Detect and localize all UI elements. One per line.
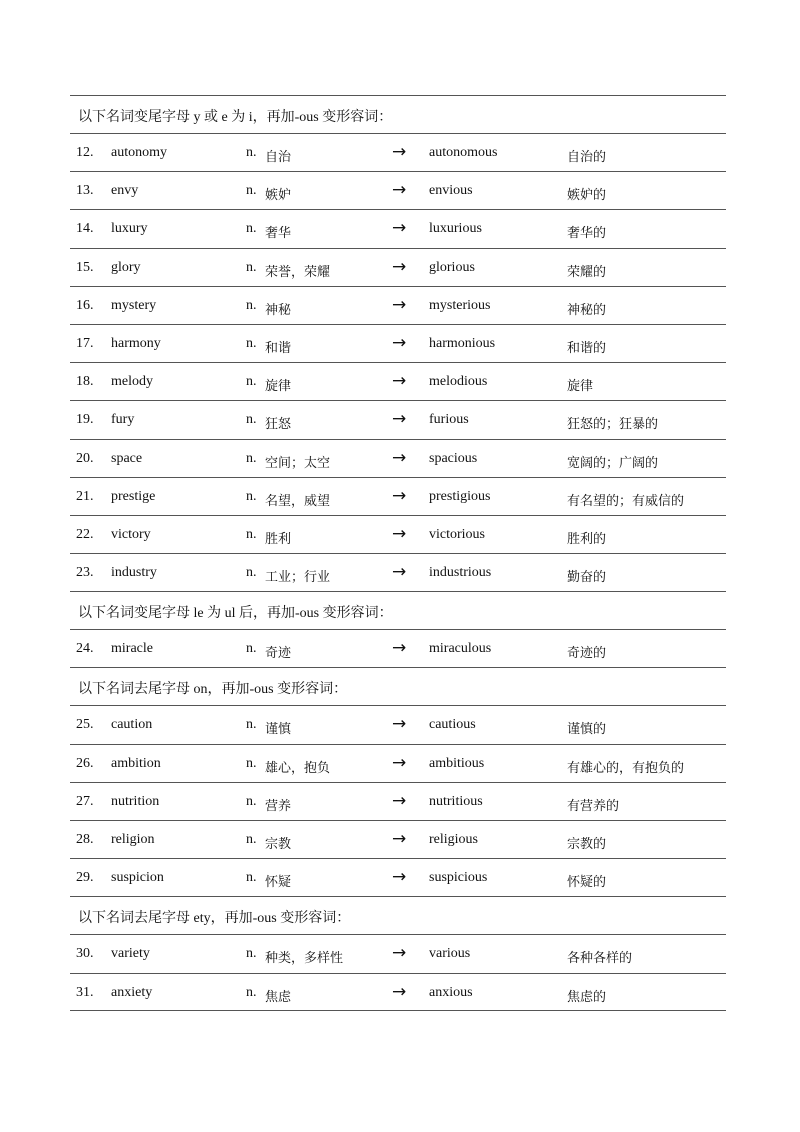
adjective-meaning: 勤奋的 <box>567 570 607 586</box>
arrow-icon: → <box>392 294 407 315</box>
part-of-speech: n. <box>246 526 257 542</box>
section-header: 以下名词去尾字母 on，再加-ous 变形容词： <box>78 682 348 698</box>
entry-number: 22. <box>76 526 94 542</box>
part-of-speech: n. <box>246 984 257 1000</box>
adjective-word: autonomous <box>429 145 498 160</box>
noun-word: harmony <box>111 335 161 351</box>
part-of-speech: n. <box>246 259 257 275</box>
adjective-word: cautious <box>429 717 476 733</box>
adjective-meaning: 各种各样的 <box>567 951 633 967</box>
adjective-word: miraculous <box>429 641 492 657</box>
adjective-meaning: 奇迹的 <box>567 646 607 662</box>
table-row <box>70 705 726 743</box>
part-of-speech: n. <box>246 374 257 390</box>
adjective-word: victorious <box>429 526 485 542</box>
adjective-word: suspicious <box>429 870 488 886</box>
part-of-speech: n. <box>246 145 257 160</box>
adjective-meaning: 狂怒的；狂暴的 <box>567 417 659 433</box>
arrow-icon: → <box>392 562 407 583</box>
noun-word: anxiety <box>111 984 153 1000</box>
entry-number: 19. <box>76 412 94 428</box>
adjective-meaning: 有名望的；有威信的 <box>567 493 685 509</box>
section-header: 以下名词变尾字母 y 或 e 为 i，再加-ous 变形容词： <box>78 110 393 125</box>
part-of-speech: n. <box>246 412 257 428</box>
table-row <box>70 286 726 324</box>
table-row <box>70 477 726 515</box>
adjective-word: melodious <box>429 374 488 390</box>
noun-meaning: 空间；太空 <box>265 455 331 471</box>
table-row <box>70 248 726 286</box>
table-row <box>70 553 726 591</box>
noun-word: nutrition <box>111 793 160 809</box>
noun-meaning: 雄心，抱负 <box>265 760 331 776</box>
entry-number: 27. <box>76 793 94 809</box>
entry-number: 30. <box>76 946 94 962</box>
part-of-speech: n. <box>246 793 257 809</box>
adjective-word: harmonious <box>429 335 496 351</box>
adjective-meaning: 自治的 <box>567 150 607 165</box>
arrow-icon: → <box>392 829 407 849</box>
part-of-speech: n. <box>246 183 257 199</box>
noun-word: mystery <box>111 297 157 313</box>
arrow-icon: → <box>392 371 407 392</box>
noun-meaning: 嫉妒 <box>265 188 292 204</box>
adjective-word: spacious <box>429 450 478 466</box>
entry-number: 12. <box>76 145 94 160</box>
table-row <box>70 400 726 438</box>
section-header-row <box>70 896 726 934</box>
noun-word: variety <box>111 946 150 962</box>
entry-number: 24. <box>76 641 94 657</box>
adjective-word: envious <box>429 183 473 199</box>
arrow-icon: → <box>392 409 407 430</box>
noun-meaning: 神秘 <box>265 302 292 318</box>
table-row <box>70 133 726 171</box>
part-of-speech: n. <box>246 335 257 351</box>
noun-word: caution <box>111 717 153 733</box>
arrow-icon: → <box>392 485 407 506</box>
section-header-row <box>70 591 726 629</box>
entry-number: 16. <box>76 297 94 313</box>
noun-word: suspicion <box>111 870 164 886</box>
noun-meaning: 旋律 <box>265 379 292 395</box>
adjective-meaning: 焦虑的 <box>567 989 607 1005</box>
arrow-icon: → <box>392 523 407 544</box>
adjective-word: industrious <box>429 565 492 581</box>
noun-meaning: 怀疑 <box>265 875 292 891</box>
table-row <box>70 744 726 782</box>
noun-word: industry <box>111 565 157 581</box>
part-of-speech: n. <box>246 832 257 847</box>
part-of-speech: n. <box>246 641 257 657</box>
part-of-speech: n. <box>246 450 257 466</box>
arrow-icon: → <box>392 981 407 1002</box>
noun-meaning: 和谐 <box>265 340 292 356</box>
part-of-speech: n. <box>246 717 257 733</box>
table-row <box>70 629 726 667</box>
noun-meaning: 狂怒 <box>265 417 292 433</box>
noun-meaning: 焦虑 <box>265 989 292 1005</box>
adjective-meaning: 荣耀的 <box>567 264 607 280</box>
adjective-word: ambitious <box>429 755 485 771</box>
section-header-row <box>70 667 726 705</box>
table-row <box>70 171 726 209</box>
adjective-meaning: 谨慎的 <box>567 722 607 738</box>
adjective-meaning: 嫉妒的 <box>567 188 607 204</box>
noun-meaning: 工业；行业 <box>265 570 331 586</box>
adjective-meaning: 宗教的 <box>567 837 607 852</box>
noun-word: religion <box>111 832 155 847</box>
adjective-meaning: 神秘的 <box>567 302 607 318</box>
adjective-word: mysterious <box>429 297 491 313</box>
section-header: 以下名词去尾字母 ety，再加-ous 变形容词： <box>78 911 351 927</box>
part-of-speech: n. <box>246 870 257 886</box>
part-of-speech: n. <box>246 488 257 504</box>
entry-number: 28. <box>76 832 94 847</box>
noun-meaning: 奇迹 <box>265 646 292 662</box>
table-row <box>70 324 726 362</box>
arrow-icon: → <box>392 218 407 239</box>
part-of-speech: n. <box>246 297 257 313</box>
entry-number: 15. <box>76 259 94 275</box>
noun-word: envy <box>111 183 139 199</box>
entry-number: 29. <box>76 870 94 886</box>
part-of-speech: n. <box>246 946 257 962</box>
table-row <box>70 439 726 477</box>
entry-number: 31. <box>76 984 94 1000</box>
table-row <box>70 515 726 553</box>
entry-number: 26. <box>76 755 94 771</box>
table-row <box>70 934 726 972</box>
noun-word: victory <box>111 526 151 542</box>
adjective-meaning: 旋律 <box>567 379 594 395</box>
noun-meaning: 荣誉，荣耀 <box>265 264 331 280</box>
noun-word: autonomy <box>111 145 167 160</box>
noun-word: glory <box>111 259 141 275</box>
table-row <box>70 858 726 896</box>
arrow-icon: → <box>392 790 407 811</box>
adjective-word: prestigious <box>429 488 491 504</box>
entry-number: 23. <box>76 565 94 581</box>
arrow-icon: → <box>392 638 407 659</box>
adjective-word: nutritious <box>429 793 483 809</box>
noun-meaning: 宗教 <box>265 837 292 852</box>
noun-word: space <box>111 450 143 466</box>
adjective-meaning: 有雄心的，有抱负的 <box>567 760 685 776</box>
arrow-icon: → <box>392 752 407 773</box>
noun-word: prestige <box>111 488 156 504</box>
noun-meaning: 谨慎 <box>265 722 292 738</box>
section-header-row <box>70 95 726 133</box>
entry-number: 20. <box>76 450 94 466</box>
noun-meaning: 名望，威望 <box>265 493 331 509</box>
arrow-icon: → <box>392 943 407 964</box>
table-row <box>70 209 726 247</box>
arrow-icon: → <box>392 256 407 277</box>
adjective-word: furious <box>429 412 469 428</box>
adjective-meaning: 奢华的 <box>567 226 607 242</box>
entry-number: 21. <box>76 488 94 504</box>
adjective-meaning: 怀疑的 <box>567 875 607 891</box>
arrow-icon: → <box>392 142 407 162</box>
adjective-meaning: 有营养的 <box>567 798 620 814</box>
adjective-word: luxurious <box>429 221 482 237</box>
table-row <box>70 820 726 858</box>
noun-meaning: 奢华 <box>265 226 292 242</box>
entry-number: 25. <box>76 717 94 733</box>
entry-number: 14. <box>76 221 94 237</box>
adjective-meaning: 胜利的 <box>567 531 607 547</box>
noun-meaning: 种类，多样性 <box>265 951 344 967</box>
arrow-icon: → <box>392 332 407 353</box>
noun-word: ambition <box>111 755 161 771</box>
section-header: 以下名词变尾字母 le 为 ul 后，再加-ous 变形容词： <box>78 606 393 622</box>
noun-word: luxury <box>111 221 148 237</box>
arrow-icon: → <box>392 180 407 201</box>
arrow-icon: → <box>392 714 407 735</box>
entry-number: 17. <box>76 335 94 351</box>
entry-number: 13. <box>76 183 94 199</box>
noun-meaning: 胜利 <box>265 531 292 547</box>
adjective-word: glorious <box>429 259 475 275</box>
adjective-word: religious <box>429 832 478 847</box>
noun-meaning: 自治 <box>265 150 292 165</box>
part-of-speech: n. <box>246 755 257 771</box>
adjective-meaning: 和谐的 <box>567 340 607 356</box>
entry-number: 18. <box>76 374 94 390</box>
noun-word: miracle <box>111 641 153 657</box>
table-row <box>70 973 726 1011</box>
vocabulary-table <box>70 95 726 1011</box>
arrow-icon: → <box>392 867 407 888</box>
adjective-word: anxious <box>429 984 473 1000</box>
noun-word: melody <box>111 374 153 390</box>
part-of-speech: n. <box>246 221 257 237</box>
noun-word: fury <box>111 412 135 428</box>
noun-meaning: 营养 <box>265 798 292 814</box>
adjective-word: various <box>429 946 471 962</box>
adjective-meaning: 宽阔的；广阔的 <box>567 455 659 471</box>
table-row <box>70 782 726 820</box>
arrow-icon: → <box>392 447 407 468</box>
part-of-speech: n. <box>246 565 257 581</box>
table-row <box>70 362 726 400</box>
